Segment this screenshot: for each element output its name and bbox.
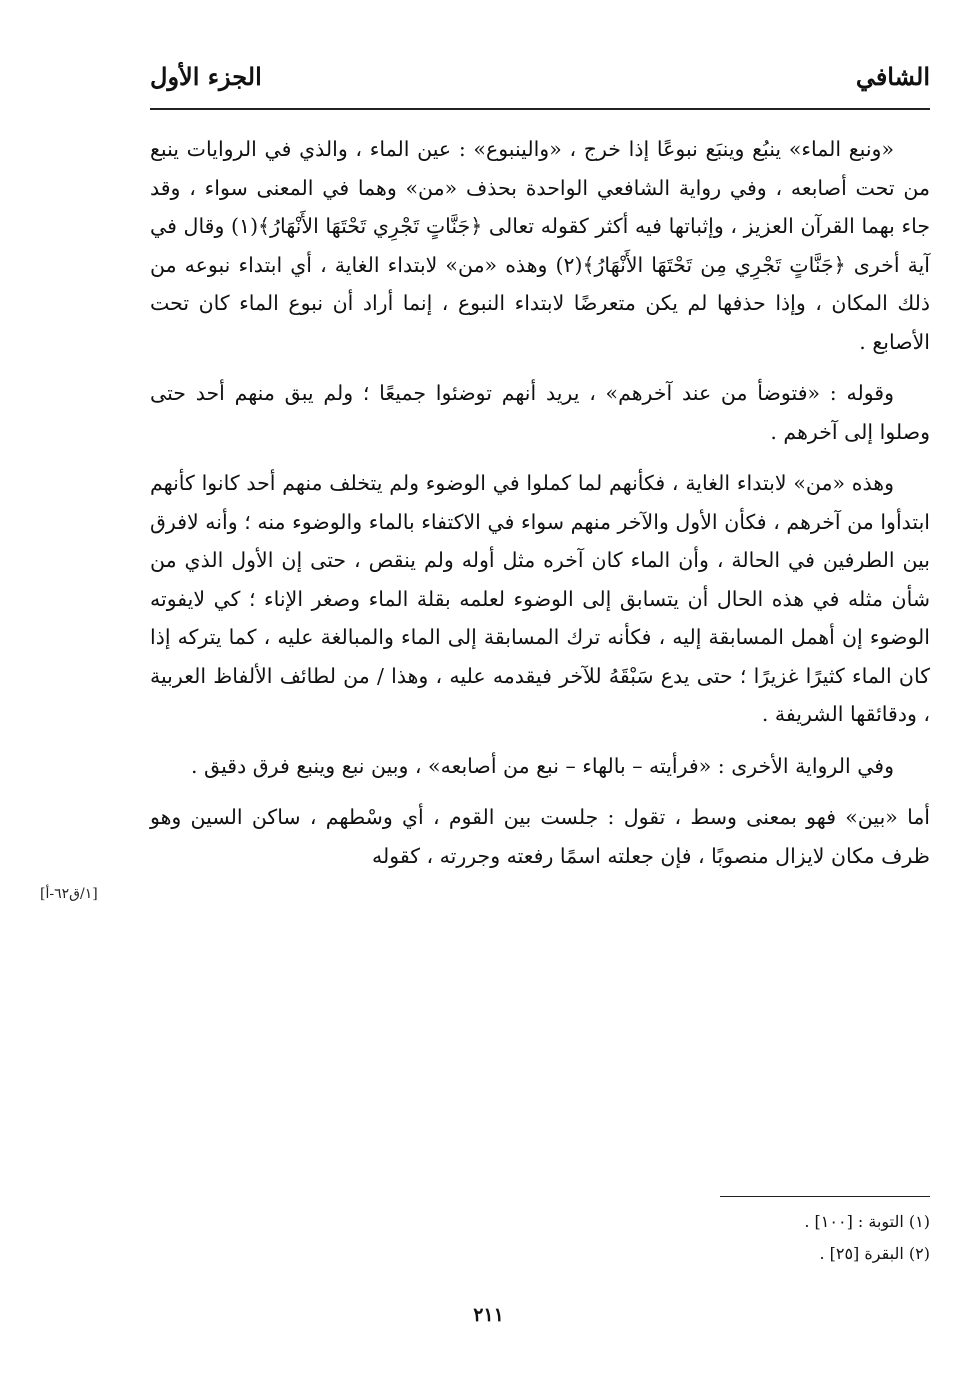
paragraph-4: وفي الرواية الأخرى : «فرأيته – بالهاء – نبع من أصابعه» ، وبين نبع وينبع فرق دقيق . [190,753,894,778]
footnotes [150,1206,930,1270]
footnote-1: (١) التوبة : [١٠٠] . [804,1212,930,1231]
paragraph-2: وقوله : «فتوضأ من عند آخرهم» ، يريد أنهم توضئوا جميعًا ؛ ولم يبق منهم أحد حتى وصلوا إلى آخرهم . [150,381,930,444]
book-title: الشافي [855,62,930,91]
footnote-rule [720,1196,930,1197]
page-number: ٢١١ [473,1304,504,1326]
paragraph-1: «ونبع الماء» ينبُع وينبَع نبوعًا إذا خرج ، «والينبوع» : عين الماء ، والذي في الروايات ينبع من تحت أصابعه ، وفي رواية الشافعي الواحدة بحذف «من» وهما في المعنى سواء ، وقد جاء بهما القرآن العزيز ، وإثباتها فيه أكثر كقوله تعالى ﴿جَنَّاتٍ تَجْرِي تَحْتَهَا الأَنْهَارُ﴾(١) وقال في آية أخرى ﴿جَنَّاتٍ تَجْرِي مِن تَحْتَهَا الأَنْهَارُ﴾(٢) وهذه «من» لابتداء الغاية ، أي ابتداء نبوعه من ذلك المكان ، وإذا حذفها لم يكن متعرضًا لابتداء النبوع ، إنما أراد أن نبوع الماء كان تحت الأصابع . [150,137,930,354]
paragraph-3: وهذه «من» لابتداء الغاية ، فكأنهم لما كملوا في الوضوء ولم يتخلف منهم أحد كانوا كأنهم ابتدأوا من آخرهم ، فكأن الأول والآخر منهم سواء في الاكتفاء بالماء والوضوء منه ؛ وأنه لافرق بين الطرفين في الحالة ، وأن الماء كان آخره مثل أوله ولم ينقص ، حتى إن الأول الذي من شأن مثله في هذه الحال أن يتسابق إلى الوضوء لعلمه بقلة الماء وصغر الإناء ؛ كي لايفوته الوضوء إن أهمل المسابقة إليه ، فكأنه ترك المسابقة إلى الماء والمبالغة عليه ، كما يتركه إذا كان الماء كثيرًا غزيرًا ؛ حتى يدع سَبْقَهُ للآخر فيقدمه عليه ، وهذا / من لطائف الألفاظ العربية ، ودقائقها الشريفة . [150,471,930,726]
volume-title: الجزء الأول [150,62,262,91]
footnote-2: (٢) البقرة [٢٥] . [819,1244,930,1263]
paragraph-5: أما «بين» فهو بمعنى وسط ، تقول : جلست بين القوم ، أي وسْطهم ، ساكن السين وهو ظرف مكان لايزال منصوبًا ، فإن جعلته اسمًا رفعته وجررته ، كقوله [150,805,930,868]
manuscript-folio-note: [١/ق٦٢-أ] [40,886,98,902]
running-header [150,58,930,102]
header-rule [150,108,930,110]
main-text [150,130,930,888]
